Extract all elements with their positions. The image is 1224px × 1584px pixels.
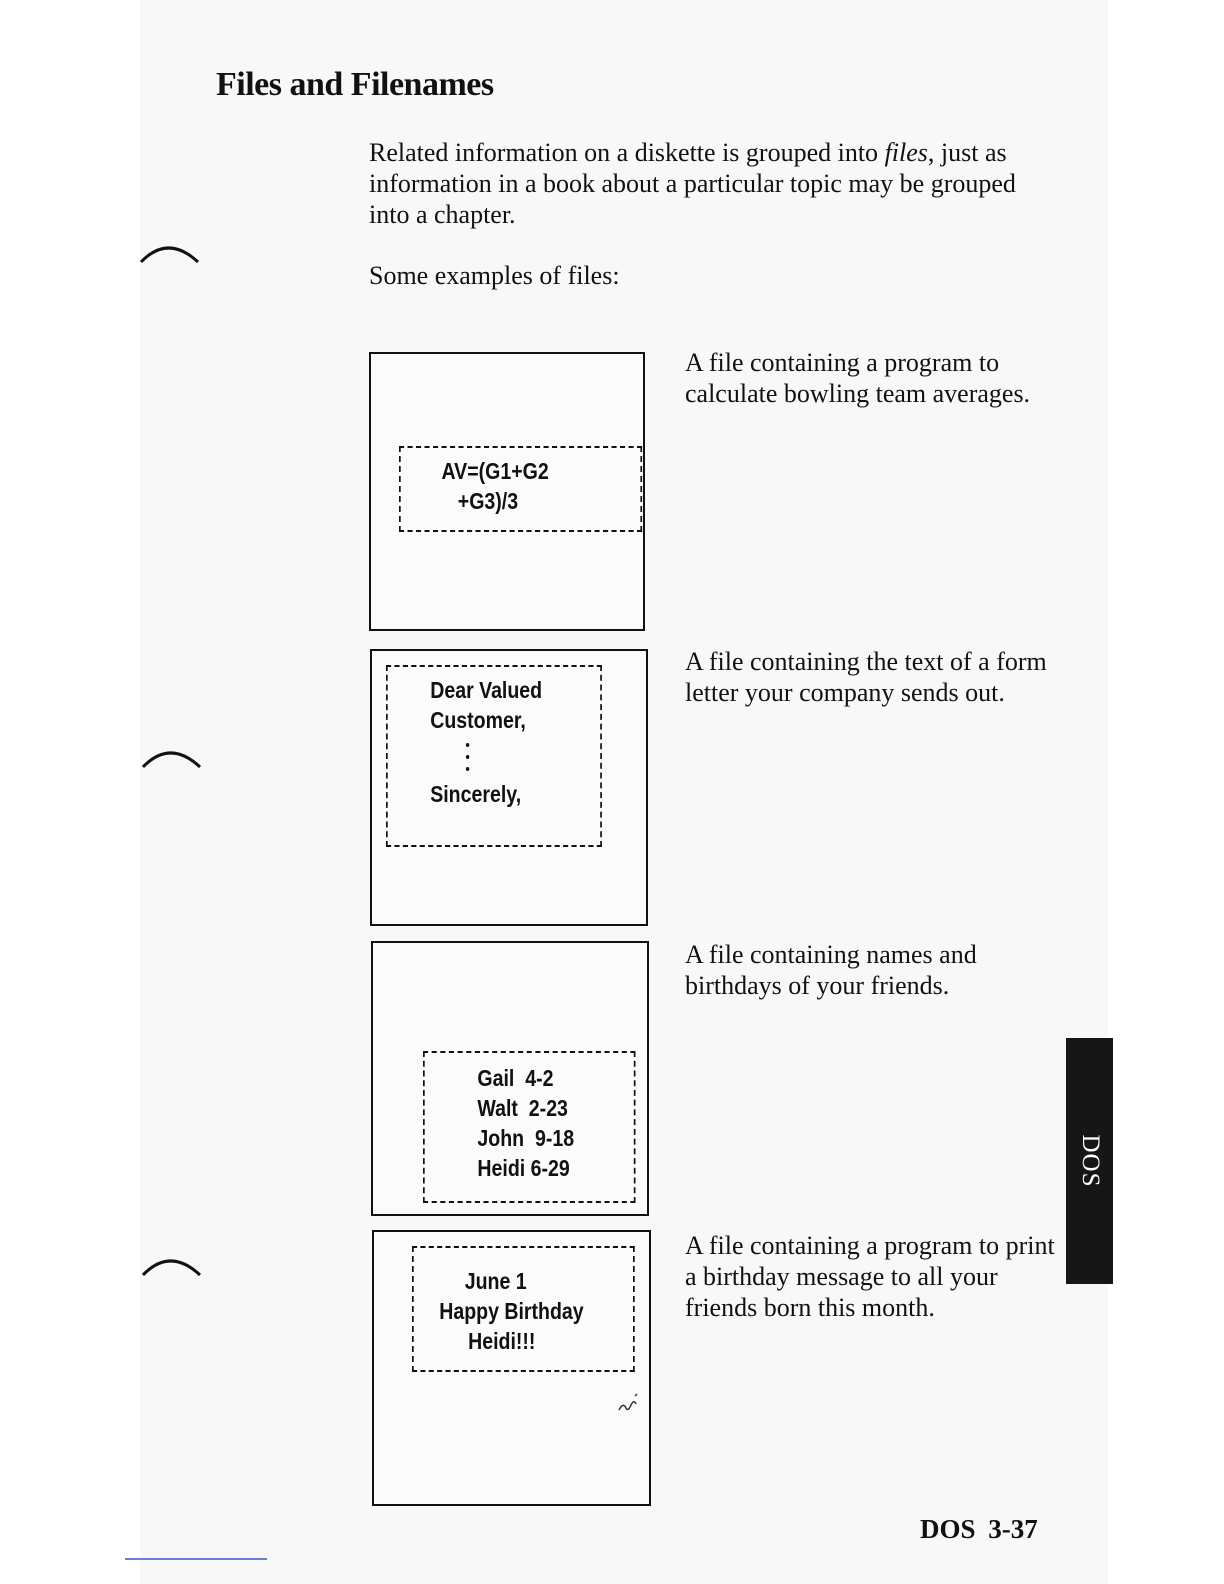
file-description-birthdays: A file containing names and birthdays of your friends. xyxy=(685,940,977,1000)
file-example-letter xyxy=(370,649,648,926)
file-example-birthdays xyxy=(371,941,649,1216)
file-description-birthday-message: A file containing a program to print a birthday message to all your friends born this month. xyxy=(685,1231,1055,1322)
examples-label: Some examples of files: xyxy=(369,261,620,290)
file-content-box xyxy=(412,1246,635,1372)
file-line: Walt 2-23 xyxy=(477,1095,568,1121)
file-line: Sincerely, xyxy=(430,781,522,807)
intro-paragraph xyxy=(369,137,1049,230)
section-tab xyxy=(1066,1038,1113,1284)
intro-emphasis: files xyxy=(884,138,928,167)
file-description-letter: A file containing the text of a form letter your company sends out. xyxy=(685,647,1047,707)
section-tab-label: DOS xyxy=(1076,1134,1104,1188)
file-line: Gail 4-2 xyxy=(477,1065,554,1091)
binder-hole-1 xyxy=(138,240,202,272)
file-line: June 1 xyxy=(464,1268,527,1294)
file-example-bowling xyxy=(369,352,645,631)
file-line: Happy Birthday xyxy=(439,1298,584,1324)
file-line: Dear Valued xyxy=(430,677,543,703)
file-line: Customer, xyxy=(430,707,526,733)
file-line: Heidi 6-29 xyxy=(477,1155,570,1181)
file-line: AV=(G1+G2 xyxy=(441,458,549,484)
file-content-box xyxy=(423,1051,636,1203)
file-line: Heidi!!! xyxy=(468,1328,536,1354)
page-title: Files and Filenames xyxy=(216,66,494,103)
ellipsis-dots xyxy=(466,743,471,771)
pen-scribble-mark xyxy=(615,1392,643,1416)
scan-edge-mark xyxy=(125,1558,267,1560)
intro-text-end: , just as information in a book about a particular topic may be grouped into a chapter. xyxy=(369,138,1016,229)
file-line: John 9-18 xyxy=(477,1125,575,1151)
file-content-box xyxy=(399,446,642,532)
binder-hole-3 xyxy=(140,1253,204,1285)
binder-hole-2 xyxy=(140,745,204,777)
page-footer: DOS 3-37 xyxy=(920,1514,1038,1544)
file-content-box xyxy=(386,665,602,847)
intro-text-start: Related information on a diskette is grouped into xyxy=(369,138,885,167)
file-example-birthday-message xyxy=(372,1230,651,1506)
file-line: +G3)/3 xyxy=(441,488,519,514)
file-description-bowling: A file containing a program to calculate bowling team averages. xyxy=(685,348,1031,408)
